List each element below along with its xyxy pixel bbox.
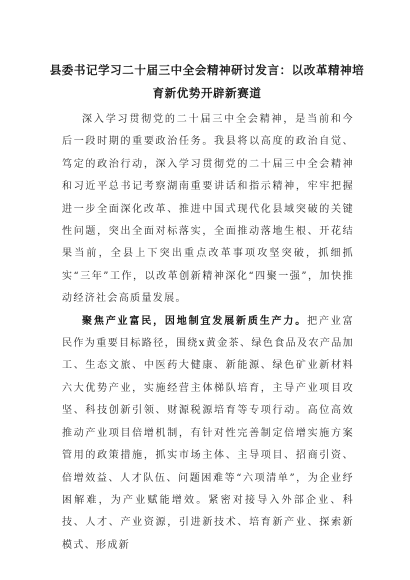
paragraph-industry-text: 把产业富民作为重要目标路径，围绕x黄金茶、绿色食品及农产品加工、生态文旅、中医药大健康、新能源、绿色矿业新材料六大优势产业，实施经营主体梯队培育，主导产业项目攻坚、科技创新引领、财源税源培育等专项行动。高位高效推动产业项目倍增机制，有针对性完善制定倍增实施方案管用的政策措施，抓实市场主体、主导项目、招商引资、倍增效益、人才队伍、问题困难等“六项清单”，为企业纾困解难，为产业赋能增效。紧密对接导入外部企业、科技、人才、产业资源，引进新技术、培育新产业、探索新模式、形成新 <box>62 315 355 551</box>
document-title: 县委书记学习二十届三中全会精神研讨发言：以改革精神培育新优势开辟新赛道 <box>49 63 365 100</box>
paragraph-intro-text: 深入学习贯彻党的二十届三中全会精神，是当前和今后一段时期的重要政治任务。我县将以高度的政治自觉、笃定的政治行动，深入学习贯彻党的二十届三中全会精神和习近平总书记考察湖南重要讲话和指示精神，牢牢把握进一步全面深化改革、推进中国式现代化县域突破的关键性问题，突出全面对标落实，全面推动落地生根、开花结果当前，全县上下突出重点改革事项攻坚突破，抓细抓实“三年”工作，以改革创新精神深化“四聚一强”，加快推动经济社会高质量发展。 <box>62 114 354 305</box>
paragraph-intro <box>62 109 354 311</box>
paragraph-industry-heading: 聚焦产业富民，因地制宜发展新质生产力。 <box>82 315 308 327</box>
paragraph-industry <box>62 311 354 557</box>
document-body <box>62 109 354 557</box>
